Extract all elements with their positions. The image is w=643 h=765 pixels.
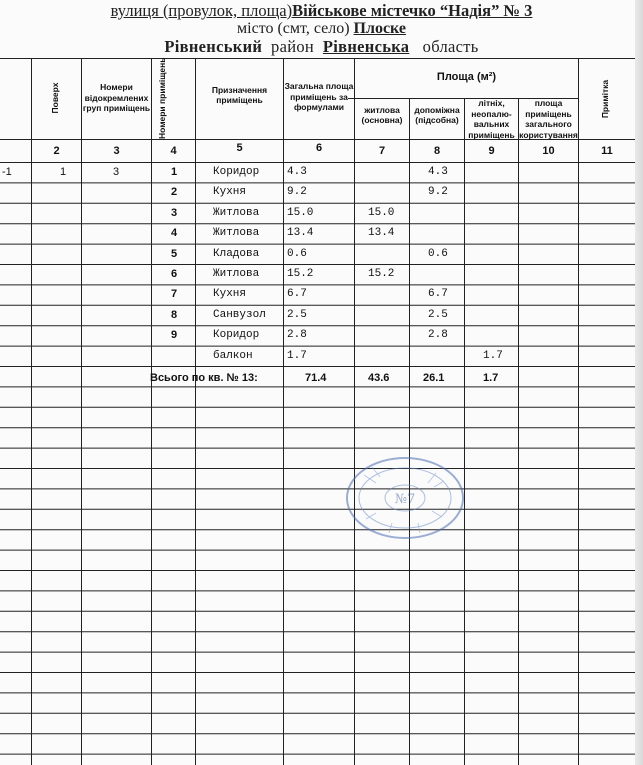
row-purpose: Кухня <box>213 186 247 199</box>
stamp-number: №7 <box>394 492 416 507</box>
row-purpose: Кухня <box>213 288 247 301</box>
row-room-number: 6 <box>171 268 178 280</box>
city-prefix: місто (смт, село) <box>237 20 350 37</box>
row-total-area: 15.0 <box>287 206 314 219</box>
col-index: 2 <box>53 145 60 157</box>
row-total-area: 2.5 <box>287 308 307 321</box>
row-purpose: Санвузол <box>213 308 266 321</box>
total-summer-sum: 1.7 <box>483 372 499 384</box>
col-group-header: Номери відокремлених груп приміщень <box>82 82 151 114</box>
col-floor-header: Поверх <box>50 82 60 114</box>
row-room-number: 1 <box>171 166 178 178</box>
row-room-number: 4 <box>171 227 178 240</box>
row-room-number: 5 <box>171 247 178 260</box>
col-area-group-header: Площа (м²) <box>436 71 497 83</box>
col-index: 4 <box>170 145 177 157</box>
row-room-number: 7 <box>171 288 178 301</box>
row-total-area: 1.7 <box>287 349 307 362</box>
col-index: 6 <box>315 142 323 154</box>
row-total-area: 13.4 <box>287 227 314 240</box>
street-name: Військове містечко “Надія” № 3 <box>292 1 533 20</box>
row-room-number: 3 <box>171 206 178 219</box>
row-left-marker: -1 <box>2 166 12 178</box>
row-room-number: 8 <box>171 308 178 321</box>
row-aux-area: 0.6 <box>428 247 448 260</box>
total-living-sum: 43.6 <box>368 372 390 384</box>
col-index: 5 <box>236 142 243 154</box>
total-area-sum: 71.4 <box>305 372 327 384</box>
official-stamp <box>344 455 466 541</box>
row-aux-area: 6.7 <box>428 288 448 301</box>
row-living-area: 15.0 <box>368 206 395 219</box>
col-auxiliary-header: допоміжна (підсобна) <box>414 104 460 125</box>
row-room-number: 2 <box>171 186 178 199</box>
col-purpose-header: Призначення приміщень <box>211 84 268 105</box>
row-aux-area: 2.5 <box>428 308 448 321</box>
col-index: 11 <box>601 145 613 157</box>
row-aux-area: 9.2 <box>428 186 448 199</box>
col-index: 10 <box>542 145 555 157</box>
row-floor: 1 <box>60 166 67 178</box>
row-purpose: Житлова <box>213 227 260 240</box>
col-common-header: площа приміщень загального користування <box>519 98 578 140</box>
city-name: Плоске <box>353 20 406 37</box>
col-index: 9 <box>488 145 495 157</box>
row-living-area: 13.4 <box>368 227 395 240</box>
row-purpose: Коридор <box>213 166 260 178</box>
col-notes-header: Примітка <box>600 79 610 119</box>
row-total-area: 2.8 <box>287 329 307 342</box>
col-index: 3 <box>113 145 120 157</box>
row-purpose: балкон <box>213 349 253 362</box>
row-aux-area: 2.8 <box>428 329 448 342</box>
district-label: район <box>271 37 315 56</box>
col-room-number-header: Номери приміщень <box>157 57 167 139</box>
row-total-area: 0.6 <box>287 247 307 260</box>
col-living-header: житлова (основна) <box>361 104 403 125</box>
row-group: 3 <box>113 166 120 178</box>
col-total-area-header: Загальна площа приміщень за формулами <box>284 81 354 113</box>
total-row-label: Всього по кв. № 13: <box>150 372 258 384</box>
row-total-area: 4.3 <box>287 166 307 178</box>
row-purpose: Коридор <box>213 329 260 342</box>
col-summer-header: літніх, неопалю-вальних приміщень <box>468 98 515 140</box>
street-prefix: вулиця (провулок, площа) <box>110 1 293 20</box>
total-aux-sum: 26.1 <box>423 372 445 384</box>
col-index: 7 <box>378 145 386 157</box>
row-aux-area: 4.3 <box>428 166 448 178</box>
row-purpose: Кладова <box>213 247 260 260</box>
col-index: 8 <box>433 145 441 157</box>
row-total-area: 6.7 <box>287 288 307 301</box>
district-name: Рівненський <box>164 37 263 56</box>
row-total-area: 15.2 <box>287 268 314 280</box>
row-purpose: Житлова <box>213 206 260 219</box>
row-living-area: 15.2 <box>368 268 395 280</box>
row-purpose: Житлова <box>213 268 260 280</box>
row-total-area: 9.2 <box>287 186 307 199</box>
row-summer-area: 1.7 <box>483 349 503 362</box>
region-name: Рівненська <box>322 37 410 56</box>
row-room-number: 9 <box>171 329 178 342</box>
region-label: область <box>422 37 479 56</box>
